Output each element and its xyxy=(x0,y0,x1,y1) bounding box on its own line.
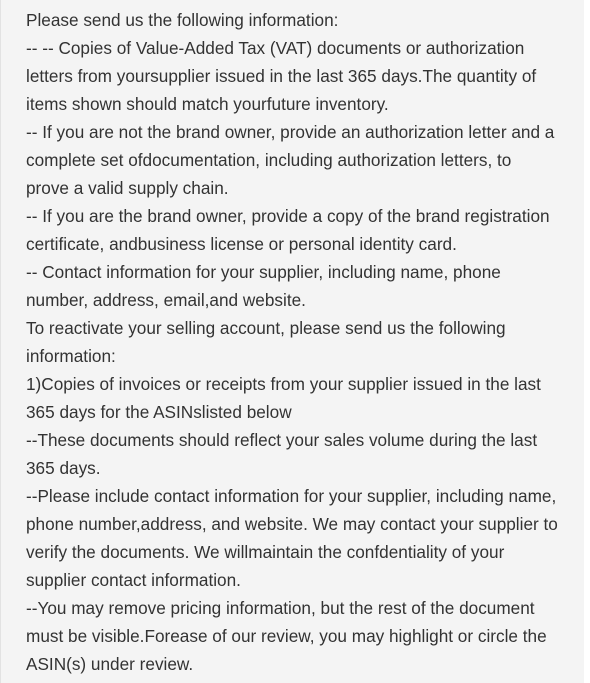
text-line-5: -- If you are not the brand owner, provide an authorization letter and a xyxy=(26,122,555,142)
text-line-21: supplier contact information. xyxy=(26,570,241,590)
text-line-19: phone number,address, and website. We may contact your supplier to xyxy=(26,514,558,534)
text-line-11: number, address, email,and website. xyxy=(26,290,306,310)
text-line-17: 365 days. xyxy=(26,458,101,478)
text-line-4: items shown should match yourfuture inventory. xyxy=(26,94,389,114)
text-line-2: -- -- Copies of Value-Added Tax (VAT) documents or authorization xyxy=(26,38,525,58)
text-line-6: complete set ofdocumentation, including authorization letters, to xyxy=(26,150,512,170)
message-text xyxy=(26,6,586,678)
text-line-14: 1)Copies of invoices or receipts from your supplier issued in the last xyxy=(26,374,541,394)
text-line-23: must be visible.Forease of our review, you may highlight or circle the xyxy=(26,626,547,646)
text-line-16: --These documents should reflect your sales volume during the last xyxy=(26,430,538,450)
text-line-22: --You may remove pricing information, but the rest of the document xyxy=(26,598,535,618)
text-line-7: prove a valid supply chain. xyxy=(26,178,229,198)
text-line-20: verify the documents. We willmaintain the confdentiality of your xyxy=(26,542,505,562)
text-line-10: -- Contact information for your supplier, including name, phone xyxy=(26,262,501,282)
text-line-9: certificate, andbusiness license or personal identity card. xyxy=(26,234,457,254)
text-line-15: 365 days for the ASINslisted below xyxy=(26,402,292,422)
text-line-18: --Please include contact information for your supplier, including name, xyxy=(26,486,557,506)
text-line-1: Please send us the following information: xyxy=(26,10,339,30)
text-line-3: letters from yoursupplier issued in the last 365 days.The quantity of xyxy=(26,66,537,86)
text-line-12: To reactivate your selling account, please send us the following xyxy=(26,318,506,338)
text-line-8: -- If you are the brand owner, provide a copy of the brand registration xyxy=(26,206,550,226)
text-line-24: ASIN(s) under review. xyxy=(26,654,194,674)
text-line-13: information: xyxy=(26,346,116,366)
